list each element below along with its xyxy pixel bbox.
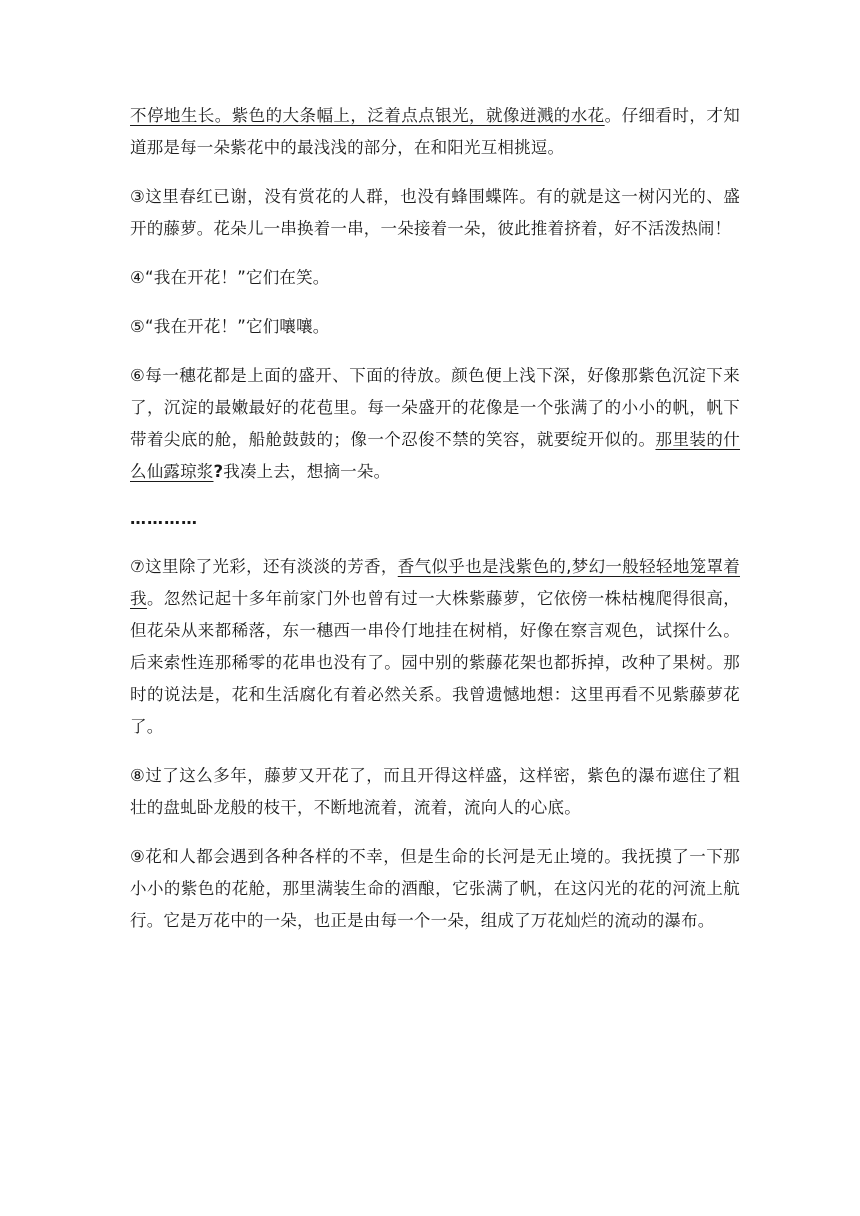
underlined-sentence: 香气似乎也是浅紫色的,梦幻一般轻轻地笼罩着我: [130, 557, 740, 608]
underlined-sentence: 不停地生长。紫色的大条幅上，泛着点点银光，就像迸溅的水花: [130, 106, 605, 125]
paragraph-7: [130, 551, 740, 743]
question-mark: ?: [213, 462, 224, 481]
paragraph-4: ④“我在开花！”它们在笑。: [130, 268, 330, 287]
document-page: [130, 100, 740, 954]
paragraph-text: 我凑上去，想摘一朵。: [223, 462, 391, 481]
paragraph-text: ⑦这里除了光彩，还有淡淡的芳香，: [130, 557, 398, 576]
paragraph-9: ⑨花和人都会遇到各种各样的不幸，但是生命的长河是无止境的。我抚摸了一下那小小的紫色的花舱，那里满装生命的酒酿，它张满了帆，在这闪光的花的河流上航行。它是万花中的一朵，也正是由每一个一朵，组成了万花灿烂的流动的瀑布。: [130, 847, 740, 930]
paragraph-text: ⑥每一穗花都是上面的盛开、下面的待放。颜色便上浅下深，好像那紫色沉淀下来了，沉淀的最嫩最好的花苞里。每一朵盛开的花像是一个张满了的小小的帆，帆下带着尖底的舱，船舱鼓鼓的；像一个忍俊不禁的笑容，就要绽开似的。: [130, 366, 740, 449]
paragraph-6: [130, 360, 740, 488]
paragraph-intro: [130, 100, 740, 164]
paragraph-text: 。忽然记起十多年前家门外也曾有过一大株紫藤萝，它依傍一株枯槐爬得很高，但花朵从来都稀落，东一穗西一串伶仃地挂在树梢，好像在察言观色，试探什么。后来索性连那稀零的花串也没有了。园中别的紫藤花架也都拆掉，改种了果树。那时的说法是，花和生活腐化有着必然关系。我曾遗憾地想：这里再看不见紫藤萝花了。: [130, 589, 740, 736]
paragraph-3: ③这里春红已谢，没有赏花的人群，也没有蜂围蝶阵。有的就是这一树闪光的、盛开的藤萝。花朵儿一串换着一串，一朵接着一朵，彼此推着挤着，好不活泼热闹！: [130, 187, 740, 238]
underlined-sentence: 那里装的什么仙露琼浆: [130, 430, 741, 481]
paragraph-5: ⑤“我在开花！”它们嚷嚷。: [130, 317, 330, 336]
paragraph-text: 。仔细看时，才知道那是每一朵紫花中的最浅浅的部分，在和阳光互相挑逗。: [130, 106, 740, 157]
ellipsis-separator: …………: [130, 509, 198, 528]
paragraph-8: ⑧过了这么多年，藤萝又开花了，而且开得这样盛，这样密，紫色的瀑布遮住了粗壮的盘虬卧龙般的枝干，不断地流着，流着，流向人的心底。: [130, 766, 740, 817]
